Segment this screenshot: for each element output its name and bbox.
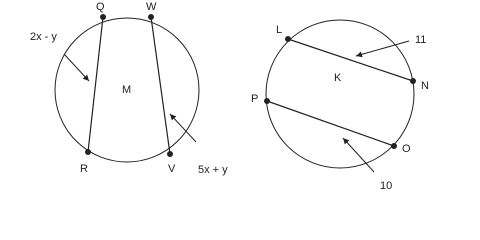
arrow-qr	[64, 54, 89, 81]
arrow-wv	[170, 114, 196, 142]
chord-label-qr: 2x - y	[30, 31, 57, 43]
chord-wv	[151, 17, 170, 154]
chord-label-ln: 11	[415, 34, 427, 46]
circle-k-group	[251, 20, 429, 192]
chord-label-po: 10	[380, 180, 393, 192]
arrow-po	[343, 138, 374, 172]
chord-po	[267, 101, 394, 146]
point-q	[100, 14, 106, 20]
label-o: O	[402, 143, 411, 155]
point-n	[410, 78, 416, 84]
point-v	[167, 151, 173, 157]
label-w: W	[146, 1, 157, 13]
point-p	[264, 98, 270, 104]
label-l: L	[276, 24, 283, 36]
label-n: N	[421, 80, 429, 92]
label-p: P	[251, 93, 259, 105]
point-l	[285, 36, 291, 42]
chord-label-wv: 5x + y	[198, 164, 228, 176]
label-v: V	[168, 163, 176, 175]
circle-m-group	[30, 1, 228, 176]
label-q: Q	[96, 1, 105, 13]
label-r: R	[80, 163, 88, 175]
arrow-ln	[356, 41, 409, 56]
center-label-m: M	[122, 84, 132, 96]
point-o	[391, 143, 397, 149]
point-r	[85, 149, 91, 155]
point-w	[148, 14, 154, 20]
chord-qr	[88, 17, 103, 152]
center-label-k: K	[334, 72, 342, 84]
